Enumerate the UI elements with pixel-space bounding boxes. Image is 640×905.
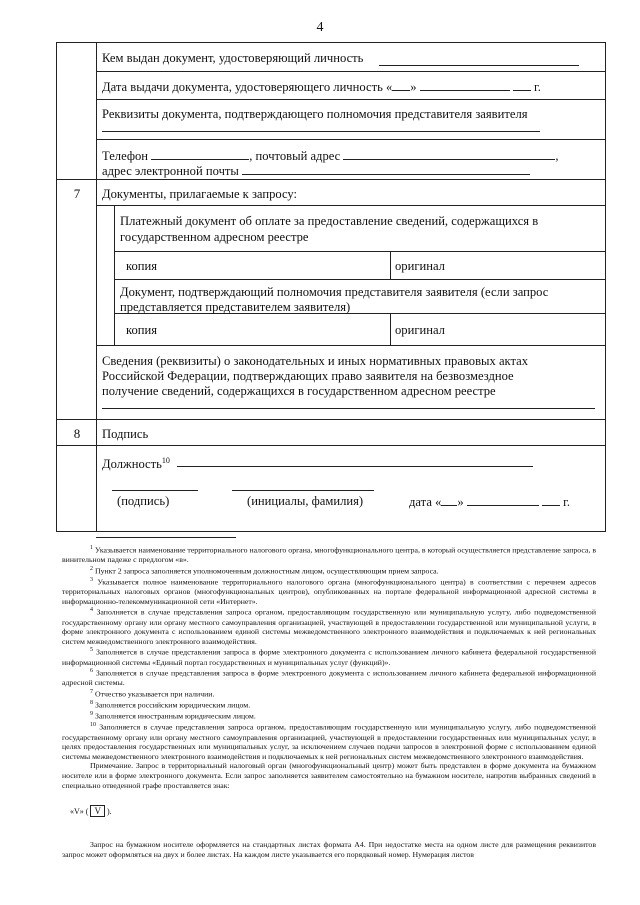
issue-date-year-suffix: г. <box>534 80 541 94</box>
footnote-7: $^7$ Отчество указывается при наличии. <box>90 688 215 699</box>
authority-original-option[interactable]: оригинал <box>395 323 445 337</box>
section-7-title: Документы, прилагаемые к запросу: <box>102 187 298 201</box>
signature-label: (подпись) <box>117 494 170 508</box>
postal-address-field[interactable] <box>343 147 555 160</box>
sign-day-field[interactable] <box>441 493 457 506</box>
row-divider <box>57 419 605 420</box>
row-divider <box>114 251 605 252</box>
legal-acts-field[interactable] <box>102 408 595 409</box>
signature-field[interactable] <box>112 490 198 491</box>
row-divider <box>96 205 605 206</box>
footnote-2: $^2$ Пункт 2 запроса заполняется уполномоченным должностным лицом, осуществляющим прием запроса. <box>90 565 439 576</box>
footnote-3: $^3$ Указывается полное наименование территориального налогового органа (многофункционального центра) в соответствии с перечнем адресов территориальных налоговых органов (многофункциональных центров), опубликованных на портале федеральной информационной адресной системы в информационно-телекоммуникационной сети «Интернет». <box>62 576 597 606</box>
sign-date-row <box>409 493 570 510</box>
footnote-separator <box>96 537 236 538</box>
payment-doc-line1: Платежный документ об оплате за предоставление сведений, содержащихся в <box>120 214 539 228</box>
row-divider <box>57 445 605 446</box>
check-sign-example <box>70 805 112 817</box>
initials-label: (инициалы, фамилия) <box>247 494 364 508</box>
authority-copy-option[interactable]: копия <box>126 323 158 337</box>
position-row <box>102 453 170 472</box>
row-divider <box>96 71 605 72</box>
footnote-10: $^{10}$ Заполняется в случае представления запроса органом, предоставляющим государственную или муниципальную услугу, либо подведомственной государственному органу или органу местного самоуправления организацией, участвующей в предоставлении государственных или муниципальных услуг, в целях предоставления государственных или муниципальных услуг, за исключением случаев подачи запросов в электронной форме с использованием единой системы межведомственного электронного взаимодействия и подключаемых к ней региональных систем межведомственного электронного взаимодействия. <box>62 722 596 761</box>
initials-field[interactable] <box>232 490 374 491</box>
number-column-divider <box>96 43 97 531</box>
footnote-5: $^5$ Заполняется в случае представления запроса в форме электронного документа с использованием личного кабинета федеральной государственной информационной системы «Единый портал государственных и муниципальных услуг (функций)». <box>62 647 597 667</box>
section-8-number: 8 <box>73 426 81 441</box>
postal-address-label: , почтовый адрес <box>249 149 341 163</box>
sign-date-year-suffix: г. <box>563 495 571 509</box>
email-row <box>102 162 530 179</box>
row-divider <box>96 139 605 140</box>
copy-original-divider-2 <box>390 313 391 345</box>
issued-by-field[interactable] <box>379 65 579 66</box>
issue-date-row <box>102 78 541 95</box>
sign-date-label: дата « <box>409 495 442 509</box>
sign-date-quote: » <box>457 495 464 509</box>
rep-doc-label: Реквизиты документа, подтверждающего полномочия представителя заявителя <box>102 107 528 121</box>
payment-copy-option[interactable]: копия <box>126 259 158 273</box>
legal-acts-line3: получение сведений, содержащихся в государственном адресном реестре <box>102 384 496 398</box>
section-7-number: 7 <box>73 186 81 201</box>
position-label: Должность <box>102 457 162 472</box>
check-sign-end: ). <box>104 807 112 816</box>
payment-doc-line2: государственном адресном реестре <box>120 230 309 244</box>
row-divider <box>57 179 605 180</box>
issue-date-label: Дата выдачи документа, удостоверяющего личность « <box>102 80 393 94</box>
rep-doc-field[interactable] <box>102 131 540 132</box>
legal-acts-line1: Сведения (реквизиты) о законодательных и иных нормативных правовых актах <box>102 354 529 368</box>
footnote-9: $^9$ Заполняется иностранным юридическим лицом. <box>90 711 256 721</box>
row-divider <box>114 279 605 280</box>
sub-indent-divider <box>114 205 115 345</box>
section-8-title: Подпись <box>102 427 149 441</box>
issue-date-quote: » <box>410 80 417 94</box>
footnote-4: $^4$ Заполняется в случае представления запроса органом, предоставляющим государственную или муниципальную услугу, либо подведомственной государственному органу или органу местного самоуправления организацией, участвующей в предоставлении государственной или муниципальной услуги, в форме электронного документа с использованием единой системы межведомственного электронного взаимодействия и подключаемых к ней региональных систем межведомственного электронного взаимодействия. <box>62 607 596 646</box>
paper-note-text: Запрос на бумажном носителе оформляется на стандартных листах формата А4. При недостатке места на одном листе для размещения реквизитов запрос может оформляться на двух и более листах. На каждом листе указывается его порядковый номер. Нумерация листов <box>62 840 596 859</box>
authority-doc-line2: представляется представителем заявителя) <box>120 300 351 314</box>
request-form-table <box>56 42 606 532</box>
row-divider <box>96 345 605 346</box>
issue-day-field[interactable] <box>392 78 410 91</box>
sign-year-field[interactable] <box>542 493 560 506</box>
paper-note <box>62 840 596 859</box>
footnotes <box>62 544 596 790</box>
phone-label: Телефон <box>102 149 149 163</box>
page-number: 4 <box>316 20 324 35</box>
footnote-6: $^6$ Заполняется в случае представления запроса в форме электронного документа с использованием личного кабинета федеральной информационной адресной системы. <box>62 668 596 688</box>
footnote-mark-10: 10 <box>161 456 170 465</box>
email-label: адрес электронной почты <box>102 164 239 178</box>
email-field[interactable] <box>242 162 530 175</box>
position-field[interactable] <box>177 466 533 467</box>
phone-field[interactable] <box>151 147 249 160</box>
footnote-1: $^1$ Указывается наименование территориального налогового органа, многофункционального центра, в который осуществляется представление запроса, в винительном падеже с предлогом «в». <box>62 545 596 565</box>
authority-doc-line1: Документ, подтверждающий полномочия представителя заявителя (если запрос <box>120 285 549 299</box>
row-divider <box>96 99 605 100</box>
contacts-row: Телефон , почтовый адрес , <box>102 149 559 163</box>
legal-acts-line2: Российской Федерации, подтверждающих право заявителя на безвозмездное <box>102 369 514 383</box>
copy-original-divider-1 <box>390 251 391 279</box>
issued-by-label: Кем выдан документ, удостоверяющий личность <box>102 51 364 65</box>
footnote-note: Примечание. Запрос в территориальный налоговый орган (многофункциональный центр) может быть представлен в форме документа на бумажном носителе или в форме электронного документа. Если запрос заполняется заявителем самостоятельно на бумажном носителе, напротив выбранных сведений в специально отведенной графе проставляется знак: <box>62 761 596 790</box>
footnote-8: $^8$ Заполняется российским юридическим лицом. <box>90 700 251 710</box>
check-sign-text: «V» ( <box>70 807 91 816</box>
payment-original-option[interactable]: оригинал <box>395 259 445 273</box>
issue-year-field[interactable] <box>513 78 531 91</box>
issue-month-field[interactable] <box>420 78 510 91</box>
sign-month-field[interactable] <box>467 493 539 506</box>
check-mark-box: V <box>90 805 105 817</box>
